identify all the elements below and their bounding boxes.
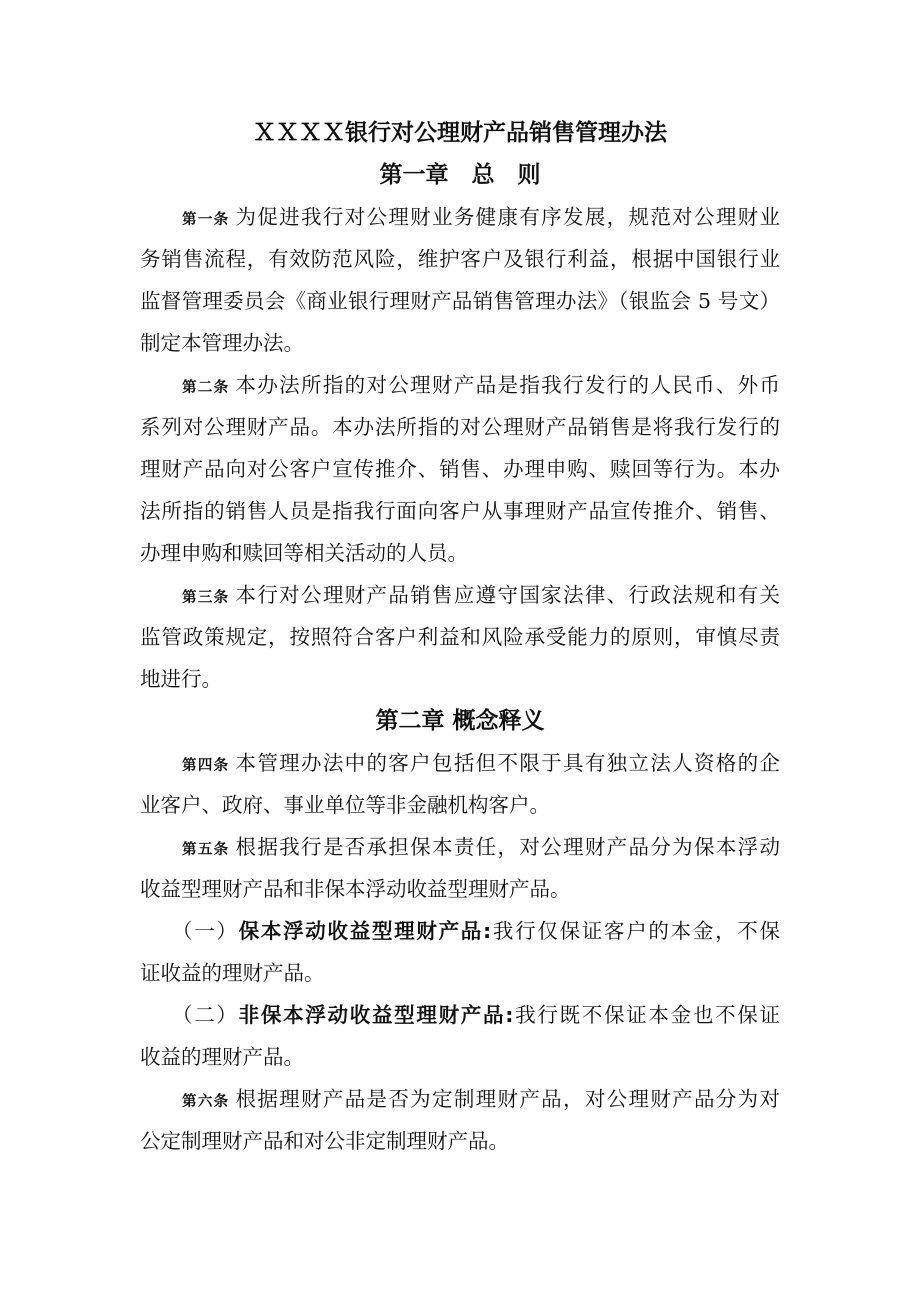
article-5-line-2: 收益型理财产品和非保本浮动收益型理财产品。 [140, 877, 571, 901]
article-2-line-1: 第二条 本办法所指的对公理财产品是指我行发行的人民币、外币 [182, 373, 780, 397]
article-3-line-3: 地进行。 [140, 667, 222, 691]
article-6-label: 第六条 [182, 1094, 230, 1110]
article-2-label: 第二条 [182, 380, 230, 396]
article-4-label: 第四条 [182, 758, 230, 774]
item-1-term: 保本浮动收益型理财产品: [238, 919, 492, 943]
item-1-line-1: （一）保本浮动收益型理财产品:我行仅保证客户的本金，不保 [172, 919, 781, 943]
article-6-line-1: 第六条 根据理财产品是否为定制理财产品，对公理财产品分为对 [182, 1087, 780, 1111]
article-2-line-5: 办理申购和赎回等相关活动的人员。 [140, 541, 468, 565]
article-3-line-1: 第三条 本行对公理财产品销售应遵守国家法律、行政法规和有关 [182, 583, 780, 607]
article-1-line-2: 务销售流程，有效防范风险，维护客户及银行利益，根据中国银行业 [140, 247, 780, 271]
article-6-line-2: 公定制理财产品和对公非定制理财产品。 [140, 1129, 509, 1153]
article-1-line-3: 监督管理委员会《商业银行理财产品销售管理办法》（银监会 5 号文） [140, 289, 780, 313]
article-3-line-2: 监管政策规定，按照符合客户利益和风险承受能力的原则，审慎尽责 [140, 625, 780, 649]
article-1-label: 第一条 [182, 212, 230, 228]
article-1-line-4: 制定本管理办法。 [140, 331, 304, 355]
article-5-label: 第五条 [182, 842, 230, 858]
article-5-line-1: 第五条 根据我行是否承担保本责任，对公理财产品分为保本浮动 [182, 835, 780, 859]
chapter-2-heading: 第二章 概念释义 [375, 708, 545, 734]
article-2-line-4: 法所指的销售人员是指我行面向客户从事理财产品宣传推介、销售、 [140, 499, 780, 523]
article-2-line-3: 理财产品向对公客户宣传推介、销售、办理申购、赎回等行为。本办 [140, 457, 780, 481]
item-2-term: 非保本浮动收益型理财产品: [238, 1003, 514, 1027]
document-title: ＸＸＸＸ银行对公理财产品销售管理办法 [253, 120, 667, 146]
item-2-line-2: 收益的理财产品。 [140, 1045, 304, 1069]
article-1-line-1: 第一条 为促进我行对公理财业务健康有序发展，规范对公理财业 [182, 205, 780, 229]
article-3-label: 第三条 [182, 590, 230, 606]
item-1-line-2: 证收益的理财产品。 [140, 961, 325, 985]
article-4-line-1: 第四条 本管理办法中的客户包括但不限于具有独立法人资格的企 [182, 751, 780, 775]
article-2-line-2: 系列对公理财产品。本办法所指的对公理财产品销售是将我行发行的 [140, 415, 780, 439]
chapter-1-heading: 第一章 总 则 [379, 162, 541, 188]
article-4-line-2: 业客户、政府、事业单位等非金融机构客户。 [140, 793, 550, 817]
item-2-line-1: （二）非保本浮动收益型理财产品:我行既不保证本金也不保证 [172, 1003, 781, 1027]
